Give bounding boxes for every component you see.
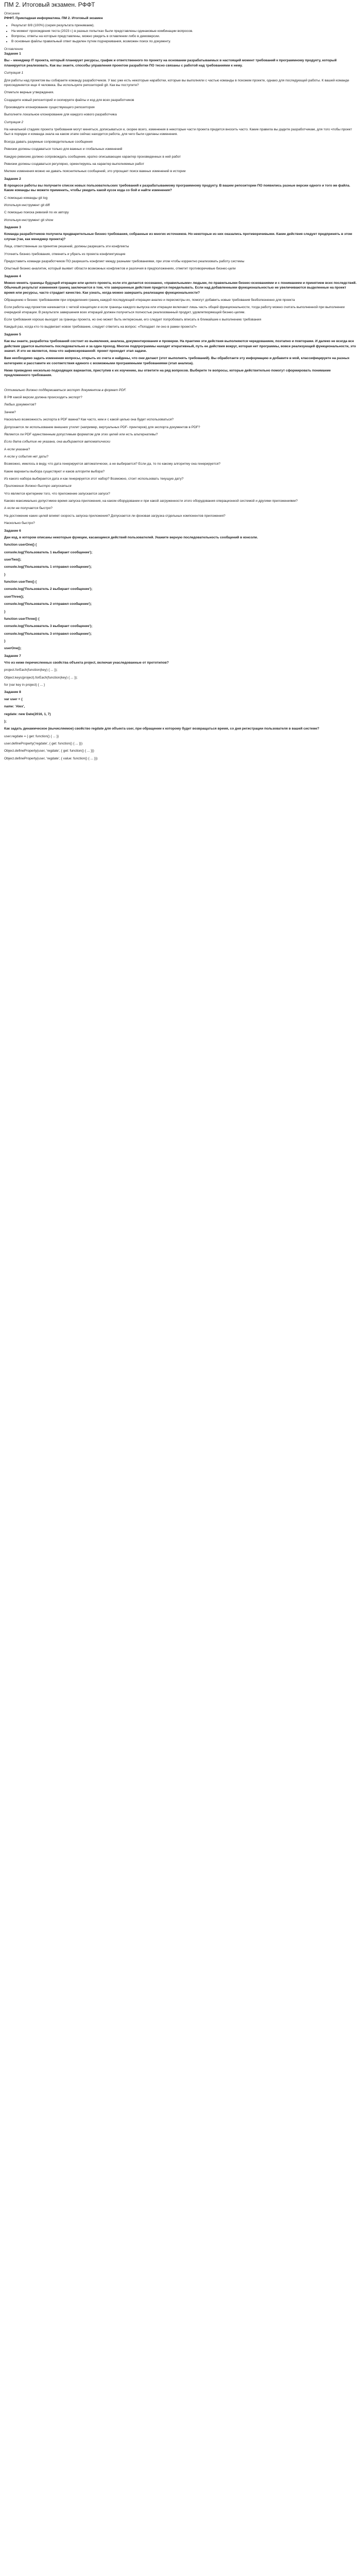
answer-option: На начальной стадиях проекта требования могут меняться, дописываться и, скорее всего, изменения в некоторые части проекта придется вносить часто. Какие правила вы дадите разработчикам, для того чтобы проект был в порядке и команда знала на каком этапе сейчас находится работа, для чего были сделаны изменения. [4, 128, 352, 137]
answer-option: Возможно, имелось в виду, что дата генерируется автоматически, а не выбирается? Если да, то по какому алгоритму она генерируется? [4, 462, 221, 466]
answer-option: Ревизии должны создаваться регулярно, ориентируясь на характер выполняемых работ [4, 162, 144, 166]
question-text: console.log('Пользователь 3 выбирает сообщение'); [4, 624, 93, 629]
task-caption: Задание 5 [4, 332, 21, 336]
answer-option: Используя инструмент git show [4, 218, 54, 222]
situation-heading: Ситуация 2 [4, 120, 24, 124]
question-text: } [4, 609, 6, 614]
answer-option: Object.defineProperty(user, 'regdate', { get: function() { ... }}) [4, 749, 94, 753]
task-6 [4, 529, 357, 651]
question-text: В процессе работы вы получаете список новых пользовательских требований к разрабатываемому программному продукту. В вашем репозитории ПО появились разные версии одного и того же файла. Какие команды вы можете применить, чтобы увидеть какой кусок кода со бой и найти изменения? [4, 183, 350, 193]
answer-option: А если указана? [4, 447, 30, 451]
answer-option: В РФ какой версии должна происходить экспорт? [4, 396, 82, 400]
toc-label: Оглавление [4, 47, 23, 51]
task-caption: Задание 6 [4, 529, 21, 533]
question-text: console.log('Пользователь 2 выбирает сообщение'); [4, 587, 93, 591]
answer-option: Насколько быстро? [4, 521, 35, 526]
question-text: Можно менять границы будущей итерации или целого проекта, если это делается осознанно, «правильными» людьми, по правильными бизнес-основаниями и с пониманием и принятием всех последствий. Обычный результат изменения границ заключается в том, что завершенные действия придется переделывать. Если над добавленными функциональностью не увеличиваются выделенные на проект время или ресурсы, часто страдает качество. Как узнать, когда можно завершить реализацию функциональности? [4, 281, 357, 295]
answer-option: Уточнить бизнес-требования, отменить и убрать из проекта конфликтующие [4, 252, 126, 256]
answer-option: for (var key in project) { ... } [4, 683, 45, 687]
answer-option: Ревизии должны создаваться только для важных и глобальных изменений [4, 147, 123, 151]
description-item: • На момент прохождения теста (2023 г.) в разных попытках были представлены одинаковые комбинации вопросов. [11, 29, 357, 33]
answer-option: Зачем? [4, 410, 16, 414]
spacer [4, 381, 357, 388]
answer-option: Какие варианты выбора существуют и каков алгоритм выбора? [4, 469, 105, 473]
question-text: console.log('Пользователь 1 отправил сообщение'); [4, 565, 92, 569]
document-page [0, 0, 361, 767]
task-caption: Задание 7 [4, 654, 21, 658]
question-text: console.log('Пользователь 3 отправил сообщение'); [4, 632, 92, 636]
question-text: userOne(); [4, 647, 22, 651]
answer-option: А если у события нет даты? [4, 454, 49, 459]
question-text: var user = { [4, 697, 23, 701]
answer-option: Опытный бизнес-аналитик, который выявит области возможных конфликтов и различия в предположениях, отметит противоречивые бизнес-цели [4, 267, 236, 271]
answer-option: Обращению к бизнес требованиям при определения границ каждой последующей итерации анализ и пересмотры их, помогут добавить новые требования безболезненно для проекта [4, 298, 295, 302]
answer-option: Мелкие изменения можно не давать пояснительных сообщений, это упрощает поиск важных изменений в истории [4, 170, 186, 174]
answer-option: Если работа над проектом начинается с четкой концепции и если границы каждого выпуска или итерации включают лишь часть общей функциональности, тогда работу можно считать выполненной при выполнении очередной итерации. В результате завершения всех итераций должен получиться полностью реализованный продукт, удовлетворяющий бизнес-целям. [4, 306, 345, 314]
question-text: userTwo(); [4, 557, 22, 562]
answer-option: Создадите новый репозиторий и скопируете файлы и код для всех разработчиков [4, 98, 134, 102]
task-8 [4, 690, 357, 761]
task-7 [4, 654, 357, 688]
task-list [4, 52, 357, 761]
task-caption: Задание 3 [4, 226, 21, 230]
answer-option: user.regdate = { get: function() { ... }} [4, 734, 59, 738]
question-text: Что из ниже перечисленных свойства объекта project, включая унаследованные от прототипов? [4, 661, 169, 665]
question-text: Вам необходимо задать изменения вопросы, открыть их счета и найдены, что они делают (этот выполнять требований). Вы обработаете эту информацию и добавите в мой, классифицируете на разных категориях и расставите их соответствия единого с возможными программными требованиями (этап анализа). [4, 357, 350, 365]
question-text: userThree(); [4, 595, 24, 599]
answer-option: Насколько возможность экспорта в PDF важна? Как часто, кем и с какой целью она будет использоваться? [4, 418, 174, 422]
question-text: regdate: new Date(2016, 1, 7) [4, 712, 51, 716]
task-caption: Задание 4 [4, 274, 21, 278]
task-4 [4, 274, 357, 330]
task-caption: Задание 8 [4, 690, 21, 694]
answer-option: Каждый раз, когда кто-то выдвигает новое требование, следует ответить на вопрос: «Попадает ли оно в рамки проекта?» [4, 325, 197, 329]
answer-option: Каково максимально допустимое время запуска приложения, на каком оборудовании и при какой загруженности этого оборудования операционной системой и другими приложениями? [4, 499, 298, 503]
answer-option: Что является критерием того, что приложение запускается запуск? [4, 492, 110, 496]
situation-heading: Ситуация 1 [4, 71, 24, 75]
description-item: • Результат 8/8 (100%) (серия результата принимаем). [11, 23, 357, 28]
situation-heading: Оптимально должно поддерживаться экспорт документов в формат PDF. [4, 388, 127, 392]
question-text: Команда разработчиков получила предварительные бизнес-требования, собранные из многих источников. Но некоторые из них оказались противоречивыми. Какие действия следует предпринять в этом случае (так, как менеджер проекта)? [4, 232, 352, 241]
question-text: }; [4, 719, 7, 723]
question-text: console.log('Пользователь 2 отправил сообщение'); [4, 602, 92, 606]
answer-option: Используя инструмент git diff [4, 204, 50, 208]
document-title: ПМ 2. Итоговый экзамен. РФФТ [4, 1, 95, 8]
question-text: function userThree() { [4, 617, 40, 621]
question-text: Как вы знаете, разработка требований состоит из выявления, анализа, документирования и проверки. На практике эти действия выполняются чередованием, поэтапно и повторами. И далеко не всегда все действия удается выполнить последовательно и за один проход. Многие подпрограммы находят итеративный, путь ее действия вокруг, которая нет программы, вовсе реализующей функциональности, это значит. И это не является, пока что зафиксированной: проект проходит этап задаче. [4, 340, 356, 353]
answer-option: С помощью поиска ревизий по их автору [4, 211, 69, 215]
question-text: Дан код, в котором описаны некоторые функции, касающиеся действий пользователей. Укажите верную последовательность сообщений в консоли. [4, 535, 258, 539]
answer-option: Из какого набора выбирается дата и как генерируется этот набор? Возможно, стоит использовать текущую дату? [4, 477, 184, 481]
question-text: } [4, 639, 6, 643]
answer-option: user.defineProperty('regdate', { get: function() { ... }}) [4, 741, 83, 745]
description-item: • В основные файлы правильный ответ выделен путем подчеркивания, возможен поиск по документу. [11, 39, 357, 44]
question-text: function userTwo() { [4, 580, 37, 584]
answer-option: Любых документов? [4, 403, 37, 407]
answer-option: А если не получается быстро? [4, 506, 53, 511]
task-5 [4, 332, 357, 526]
answer-option: Произведете клонирование существующего репозитория [4, 105, 95, 109]
answer-option: Если требования хорошо выходят за границы проекта, но оно может быть интересным, его следует попробовать вписать в ближайшие к выполнению требования [4, 318, 262, 322]
answer-option: Object.defineProperty(user, 'regdate', { value: function() { ... }}) [4, 756, 98, 760]
answer-option: Отметьте верные утверждения. [4, 91, 54, 95]
question-text: console.log('Пользователь 1 выбирает сообщение'); [4, 550, 93, 554]
description-list [4, 23, 357, 44]
answer-option: project.forEach(function(key) { ... }); [4, 668, 58, 672]
task-3 [4, 225, 357, 272]
task-2 [4, 177, 357, 223]
situation-heading: Если дата событие не указана, она выбирается автоматически [4, 440, 111, 444]
answer-option: Всегда давать разумные сопроводительные сообщения [4, 140, 93, 144]
description-title: РФФТ. Прикладная информатика. ПМ 2. Итоговый экзамен [4, 16, 103, 20]
question-text: Как задать динамическое (вычисляемое) свойство regdate для объекта user, при обращении к которому будет возвращаться время, со дня регистрации пользователя в вашей системе? [4, 727, 319, 731]
answer-option: Выполните локальное клонирование для каждого нового разработчика [4, 113, 117, 117]
answer-option: С помощью команды git log [4, 196, 48, 200]
answer-option: Каждую ревизию должно сопровождать сообщение, кратко описывающее характер произведенных в ней работ [4, 155, 181, 159]
answer-option: Предоставить команде разработчиков ПО разрешить конфликт между разными требованиями, при этом чтобы корректно реализовать работу системы [4, 259, 245, 263]
question-text: } [4, 572, 6, 577]
description-label: Описание [4, 11, 20, 15]
question-text: function userOne() { [4, 543, 37, 547]
answer-option: Допускается ли использование внешних утилит (например, виртуальных PDF- принтеров) для экспорта документов в PDF? [4, 425, 200, 429]
task-1 [4, 52, 357, 174]
situation-heading: Приложение должно быстро запускаться [4, 484, 72, 488]
question-text: Ниже приведено несколько подходящих вариантов, приступив к их изучению, вы ответите на ряд вопросов. Выберите те вопросы, которые действительно помогут сформировать понимание предложенного требования. [4, 369, 331, 378]
task-caption: Задание 2 [4, 177, 21, 181]
answer-option: На достижение каких целей влияет скорость запуска приложения? Допускается ли фоновая загрузка отдельных компонентов приложения? [4, 514, 226, 518]
answer-option: Object.keys(project).forEach(function(key) { ... }); [4, 675, 78, 680]
answer-option: Лица, ответственные за принятие решений, должны разрешить эти конфликты [4, 245, 129, 249]
answer-option: Для работы над проектом вы собираете команду разработчиков. У вас уже есть некоторые наработки, которые вы выполняли с частью команды в похожем проекте, однако для последующей работы. К вашей команде присоединяется еще 4 человека. Вы используете репозиторий git. Как вы поступите? [4, 78, 349, 87]
task-caption: Задание 1 [4, 52, 21, 56]
question-text: Вы – менеджер IT проекта, который планирует ресурсы, график и ответственного по проекту на основании разрабатываемых в настоящий момент требований к программному продукту, который планируется реализовать. Как вы знаете, способы управления проектом разработки ПО тесно связаны с работой над требованиями к нему. [4, 59, 337, 67]
answer-option: Является ли PDF единственным допустимым форматом для этих целей или есть альтернативы? [4, 432, 158, 436]
question-text: name: 'Alex', [4, 705, 25, 709]
description-item: • Вопросы, ответы на которые представлены, можно увидеть в оглавлении либо в демоверсии. [11, 34, 357, 39]
